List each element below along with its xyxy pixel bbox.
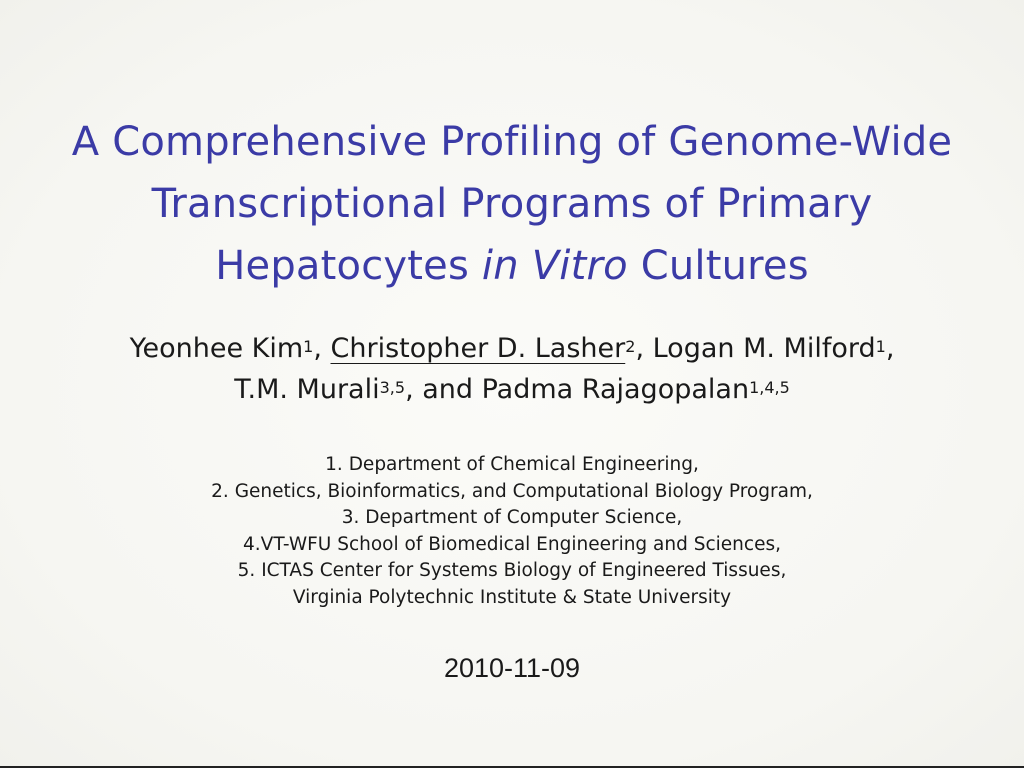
affiliation-item: 5. ICTAS Center for Systems Biology of Engineered Tissues, [237,560,787,582]
author-affiliation-marker: 2 [625,337,636,356]
author-separator: , [635,333,653,364]
author-separator: , [885,333,895,364]
title-line-3-start: Hepatocytes [215,242,482,289]
affiliation-list [40,452,984,612]
presenting-author-name: Christopher D. Lasher [330,333,626,364]
author-affiliation-marker: 1,4,5 [749,378,790,397]
institution-name: Virginia Polytechnic Institute & State University [292,586,732,608]
author-separator: , and [405,374,482,405]
author-name: T.M. Murali [234,374,380,405]
affiliation-item: 3. Department of Computer Science, [341,507,683,529]
title-italic-phrase: in Vitro [481,242,628,289]
author-line-1 [40,328,984,369]
author-affiliation-marker: 1 [303,337,314,356]
title-line-2: Transcriptional Programs of Primary [151,180,873,227]
presentation-date: 2010-11-09 [443,653,581,683]
affiliation-item: 2. Genetics, Bioinformatics, and Computational Biology Program, [211,480,813,502]
title-line-1: A Comprehensive Profiling of Genome-Wide [71,118,953,165]
author-affiliation-marker: 1 [875,337,886,356]
affiliation-item: 1. Department of Chemical Engineering, [325,454,699,475]
slide-title [40,111,984,297]
affiliation-item: 4.VT-WFU School of Biomedical Engineering and Sciences, [243,533,781,555]
author-name: Padma Rajagopalan [481,374,750,405]
author-affiliation-marker: 3,5 [379,378,406,397]
author-name: Logan M. Milford [652,333,876,364]
author-line-2 [40,369,984,410]
title-line-3-end: Cultures [627,242,809,289]
author-list [40,328,984,410]
author-separator: , [313,333,331,364]
author-name: Yeonhee Kim [129,333,304,364]
title-line-3 [40,235,984,297]
